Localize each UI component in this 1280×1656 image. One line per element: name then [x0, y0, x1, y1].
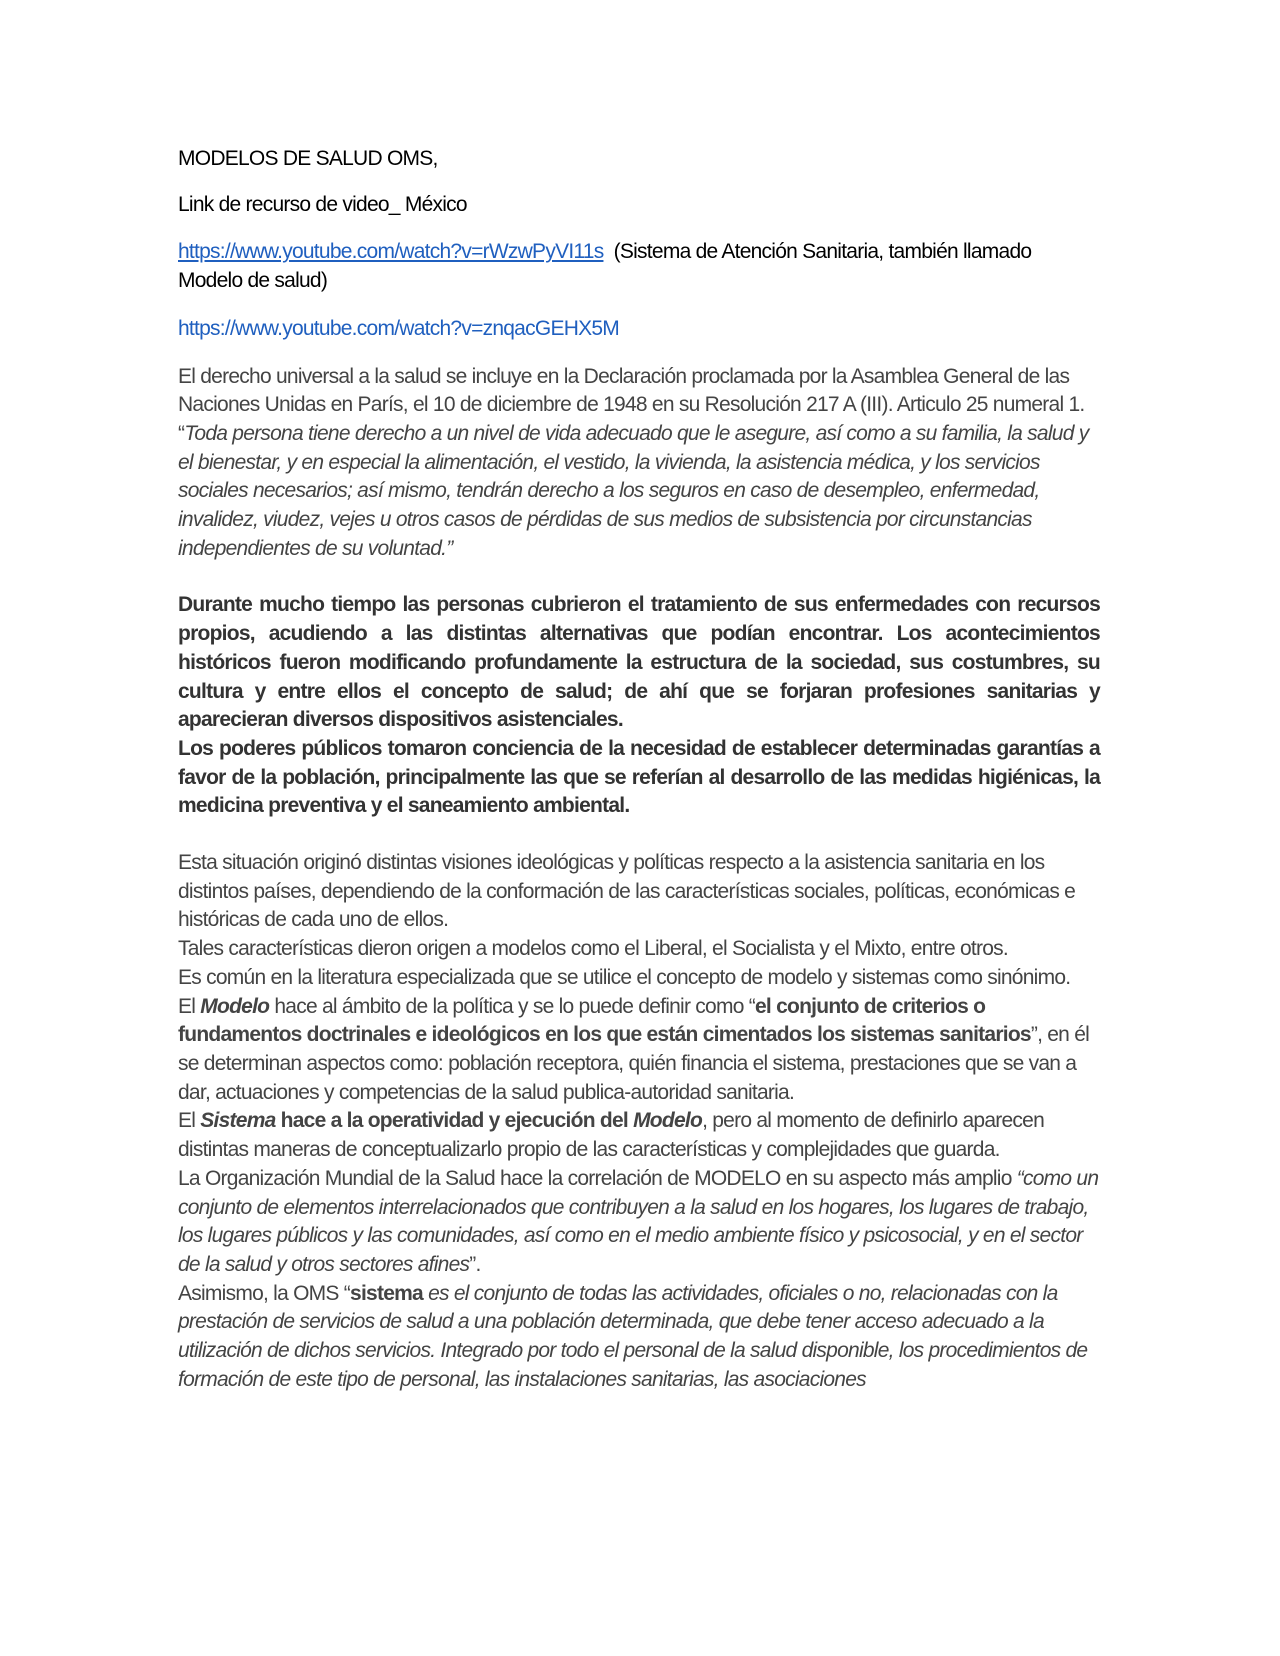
ideological-visions-paragraph: Esta situación originó distintas visiones ideológicas y políticas respecto a la asistencia sanitaria en los distintos países, dependiendo de la conformación de las características sociales, políticas, económicas e históricas de cada uno de ellos. — [178, 851, 1076, 932]
document-body — [178, 145, 1100, 1394]
declaration-paragraph — [178, 363, 1100, 564]
system-model-term: Modelo — [633, 1109, 703, 1133]
document-title: MODELOS DE SALUD OMS, — [178, 147, 438, 170]
system-term: Sistema — [200, 1109, 276, 1133]
declaration-quote: Toda persona tiene derecho a un nivel de vida adecuado que le asegure, así como a su familia, la salud y el bienestar, y en especial la alimentación, el vestido, la vivienda, la asistencia médica, y los servicios sociales necesarios; así mismo, tendrán derecho a los seguros en caso de desempleo, enfermedad, invalidez, viudez, vejes u otros casos de pérdidas de sus medios de subsistencia por circunstancias independientes de su voluntad.” — [178, 421, 1089, 560]
history-paragraph: Durante mucho tiempo las personas cubrieron el tratamiento de sus enfermedades con recursos propios, acudiendo a las distintas alternativas que podían encontrar. Los acontecimientos históricos fueron modificando profundamente la estructura de la sociedad, sus costumbres, su cultura y entre ellos el concepto de salud; de ahí que se forjaran profesiones sanitarias y aparecieran diversos dispositivos asistenciales. — [178, 593, 1100, 732]
who-system-a: Asimismo, la OMS “ — [178, 1281, 351, 1305]
model-term: Modelo — [200, 994, 270, 1018]
system-definition-paragraph — [178, 1107, 1100, 1164]
video-link-2[interactable]: https://www.youtube.com/watch?v=znqacGEHX5M — [178, 316, 620, 340]
who-model-quote: “como un conjunto de elementos interrelacionados que contribuyen a la salud en los hogares, los lugares de trabajo, los lugares públicos y las comunidades, así como en el medio ambiente físico y psicosocial, y en el sector de la salud y otros sectores afines — [178, 1166, 1099, 1276]
who-model-c: ”. — [469, 1252, 481, 1276]
system-def-e: , pero al momento de definirlo aparecen distintas maneras de conceptualizarlo propio de las características y complejidades que guarda. — [178, 1109, 1045, 1162]
who-system-paragraph — [178, 1280, 1100, 1395]
synonym-paragraph: Es común en la literatura especializada que se utilice el concepto de modelo y sistemas como sinónimo. — [178, 965, 1071, 989]
model-def-e: ”, en él se determinan aspectos como: población receptora, quién financia el sistema, prestaciones que se van a dar, actuaciones y competencias de la salud publica-autoridad sanitaria. — [178, 1023, 1090, 1104]
public-powers-paragraph: Los poderes públicos tomaron conciencia de la necesidad de establecer determinadas garantías a favor de la población, principalmente las que se referían al desarrollo de las medidas higiénicas, la medicina preventiva y el saneamiento ambiental. — [178, 736, 1100, 818]
who-model-a: La Organización Mundial de la Salud hace la correlación de MODELO en su aspecto más amplio — [178, 1166, 1017, 1190]
model-def-c: hace al ámbito de la política y se lo puede definir como “ — [269, 994, 755, 1018]
model-def-bold: el conjunto de criterios o fundamentos doctrinales e ideológicos en los que están cimentados los sistemas sanitarios — [178, 994, 1031, 1047]
video-link-1[interactable]: https://www.youtube.com/watch?v=rWzwPyVI11s — [178, 240, 604, 264]
who-system-quote: es el conjunto de todas las actividades, oficiales o no, relacionadas con la prestación de servicios de salud a una población determinada, que debe tener acceso adecuado a la utilización de dichos servicios. Integrado por todo el personal de la salud disponible, los procedimientos de formación de este tipo de personal, las instalaciones sanitarias, las asociaciones — [178, 1281, 1088, 1391]
who-system-term: sistema — [350, 1281, 423, 1305]
model-def-a: El — [178, 994, 201, 1018]
system-def-bold: hace a la operatividad y ejecución del — [275, 1109, 634, 1133]
video-link-1-paragraph — [178, 238, 1100, 295]
video-link-heading: Link de recurso de video_ México — [178, 192, 467, 216]
declaration-intro: El derecho universal a la salud se incluye en la Declaración proclamada por la Asamblea General de las Naciones Unidas en París, el 10 de diciembre de 1948 en su Resolución 217 A (III). Articulo 25 numeral 1. “ — [178, 364, 1085, 445]
blank-line — [178, 563, 1100, 591]
model-definition-paragraph — [178, 993, 1100, 1108]
who-model-paragraph — [178, 1165, 1100, 1280]
system-def-a: El — [178, 1109, 201, 1133]
video-link-2-paragraph — [178, 315, 1100, 344]
video-link-1-description: (Sistema de Atención Sanitaria, también llamado Modelo de salud) — [178, 240, 1032, 293]
blank-line — [178, 821, 1100, 849]
models-origin-paragraph: Tales características dieron origen a modelos como el Liberal, el Socialista y el Mixto, entre otros. — [178, 937, 1008, 961]
